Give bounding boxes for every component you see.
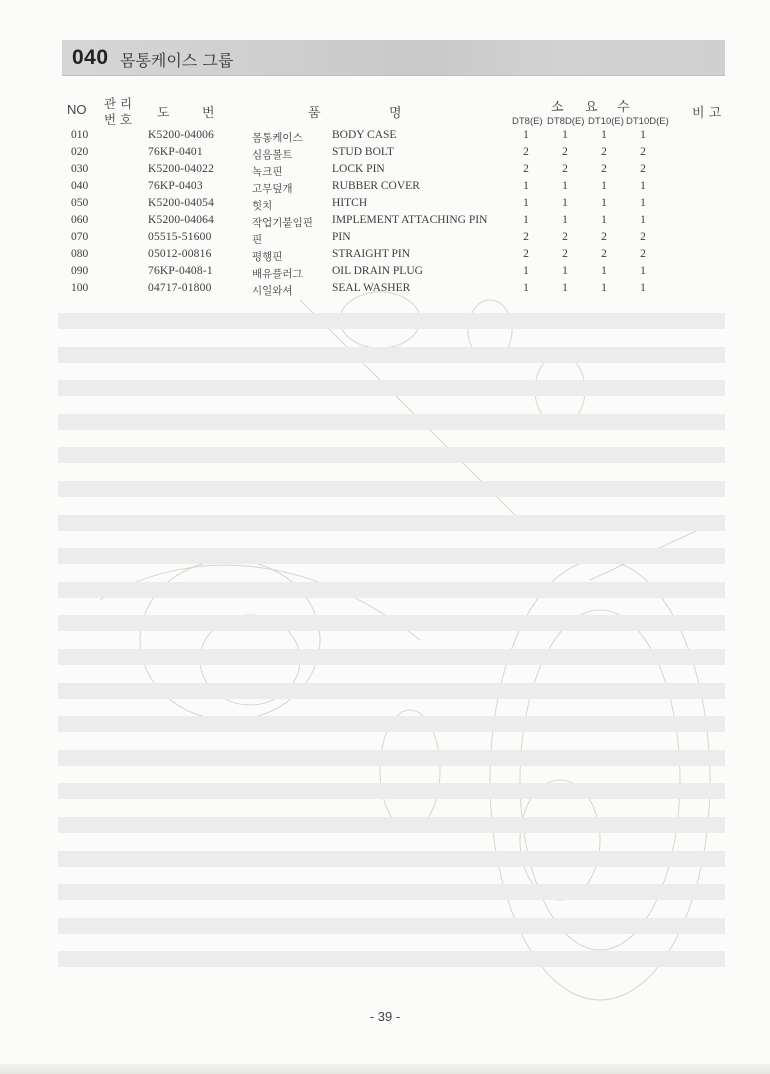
part-number: 76KP-0401 — [148, 146, 203, 158]
part-name-kr: 작업기붙임핀 — [252, 217, 313, 229]
row-stripe — [58, 649, 725, 665]
col-no: NO — [67, 102, 87, 117]
qty-dt8de: 1 — [562, 180, 568, 192]
qty-dt8de: 2 — [562, 163, 568, 175]
qty-dt8e: 1 — [523, 197, 529, 209]
row-stripe — [58, 783, 725, 799]
part-name-kr: 몸통케이스 — [252, 132, 303, 144]
qty-dt8e: 2 — [523, 146, 529, 158]
qty-dt10de: 2 — [640, 231, 646, 243]
qty-dt10e: 1 — [601, 180, 607, 192]
row-no: 020 — [71, 146, 89, 158]
table-row — [62, 230, 725, 247]
table-row — [62, 196, 725, 213]
section-header — [62, 40, 725, 76]
qty-dt10de: 2 — [640, 146, 646, 158]
row-stripe — [58, 515, 725, 531]
part-name-en: BODY CASE — [332, 129, 397, 141]
part-name-kr: 녹크핀 — [252, 166, 283, 178]
qty-dt10e: 1 — [601, 197, 607, 209]
qty-dt8e: 1 — [523, 180, 529, 192]
qty-dt8de: 2 — [562, 231, 568, 243]
qty-dt8de: 1 — [562, 265, 568, 277]
col-name-1: 품 — [308, 106, 321, 121]
part-number: 04717-01800 — [148, 282, 212, 294]
col-drawing-1: 도 — [157, 106, 170, 121]
row-no: 060 — [71, 214, 89, 226]
part-name-en: HITCH — [332, 197, 368, 209]
qty-dt8e: 1 — [523, 265, 529, 277]
row-no: 030 — [71, 163, 89, 175]
part-name-en: LOCK PIN — [332, 163, 385, 175]
row-no: 040 — [71, 180, 89, 192]
col-qty-2: 요 — [585, 100, 598, 115]
page-number: - 39 - — [369, 1009, 401, 1024]
row-no: 080 — [71, 248, 89, 260]
qty-dt10de: 2 — [640, 248, 646, 260]
qty-dt8de: 2 — [562, 248, 568, 260]
qty-dt10e: 1 — [601, 214, 607, 226]
row-stripe — [58, 447, 725, 463]
table-row — [62, 213, 725, 230]
row-stripe — [58, 380, 725, 396]
qty-dt8de: 1 — [562, 282, 568, 294]
qty-dt10de: 1 — [640, 282, 646, 294]
qty-dt8de: 1 — [562, 197, 568, 209]
model-dt10de: DT10D(E) — [626, 116, 669, 127]
row-stripe — [58, 884, 725, 900]
col-mgmt-line1: 관 리 — [104, 96, 133, 111]
qty-dt8de: 1 — [562, 214, 568, 226]
part-name-en: STRAIGHT PIN — [332, 248, 411, 260]
part-number: K5200-04006 — [148, 129, 215, 141]
qty-dt8e: 2 — [523, 248, 529, 260]
row-stripe — [58, 313, 725, 329]
row-stripe — [58, 951, 725, 967]
table-row — [62, 247, 725, 264]
part-number: 76KP-0408-1 — [148, 265, 213, 277]
qty-dt8de: 2 — [562, 146, 568, 158]
part-name-en: SEAL WASHER — [332, 282, 411, 294]
part-name-kr: 힛치 — [252, 200, 273, 212]
col-remark: 비 고 — [692, 106, 722, 121]
section-code: 040 — [72, 46, 109, 69]
part-name-kr: 고무덮개 — [252, 183, 293, 195]
model-dt8de: DT8D(E) — [547, 116, 585, 127]
row-no: 090 — [71, 265, 89, 277]
qty-dt10e: 2 — [601, 146, 607, 158]
part-name-en: STUD BOLT — [332, 146, 394, 158]
row-no: 010 — [71, 129, 89, 141]
part-number: K5200-04054 — [148, 197, 215, 209]
part-name-kr: 평행핀 — [252, 251, 283, 263]
row-stripe — [58, 347, 725, 363]
page-edge — [0, 1064, 770, 1074]
qty-dt10de: 1 — [640, 129, 646, 141]
part-name-kr: 시일와셔 — [252, 285, 293, 297]
qty-dt10de: 2 — [640, 163, 646, 175]
row-stripe — [58, 414, 725, 430]
qty-dt8de: 1 — [562, 129, 568, 141]
model-dt8e: DT8(E) — [512, 116, 543, 127]
col-drawing-2: 번 — [202, 106, 215, 121]
table-row — [62, 281, 725, 298]
part-number: 76KP-0403 — [148, 180, 203, 192]
table-row — [62, 179, 725, 196]
col-qty-3: 수 — [617, 100, 630, 115]
qty-dt8e: 2 — [523, 231, 529, 243]
qty-dt10e: 2 — [601, 231, 607, 243]
col-qty-1: 소 — [551, 100, 564, 115]
table-row — [62, 162, 725, 179]
qty-dt10e: 1 — [601, 265, 607, 277]
row-stripe — [58, 548, 725, 564]
col-mgmt-line2: 번 호 — [104, 112, 133, 127]
row-stripe — [58, 750, 725, 766]
table-row — [62, 128, 725, 145]
col-name-2: 명 — [389, 106, 402, 121]
qty-dt10de: 1 — [640, 214, 646, 226]
section-title: 몸통케이스 그룹 — [120, 51, 234, 70]
qty-dt8e: 2 — [523, 163, 529, 175]
part-name-kr: 배유플러그 — [252, 268, 303, 280]
part-number: K5200-04064 — [148, 214, 215, 226]
row-stripe — [58, 851, 725, 867]
qty-dt10e: 1 — [601, 282, 607, 294]
row-stripe — [58, 817, 725, 833]
part-number: 05012-00816 — [148, 248, 212, 260]
qty-dt8e: 1 — [523, 214, 529, 226]
qty-dt8e: 1 — [523, 129, 529, 141]
row-stripe — [58, 918, 725, 934]
row-stripe — [58, 716, 725, 732]
part-name-en: IMPLEMENT ATTACHING PIN — [332, 214, 488, 226]
part-name-kr: 심음볼트 — [252, 149, 293, 161]
row-stripe — [58, 582, 725, 598]
row-no: 050 — [71, 197, 89, 209]
qty-dt10e: 2 — [601, 163, 607, 175]
row-no: 070 — [71, 231, 89, 243]
part-number: 05515-51600 — [148, 231, 212, 243]
row-no: 100 — [71, 282, 89, 294]
table-row — [62, 264, 725, 281]
part-name-en: RUBBER COVER — [332, 180, 420, 192]
row-stripe — [58, 481, 725, 497]
qty-dt10e: 2 — [601, 248, 607, 260]
qty-dt10de: 1 — [640, 180, 646, 192]
part-name-kr: 핀 — [252, 234, 263, 246]
qty-dt10e: 1 — [601, 129, 607, 141]
row-stripe — [58, 615, 725, 631]
qty-dt10de: 1 — [640, 265, 646, 277]
part-name-en: OIL DRAIN PLUG — [332, 265, 423, 277]
qty-dt10de: 1 — [640, 197, 646, 209]
qty-dt8e: 1 — [523, 282, 529, 294]
table-row — [62, 145, 725, 162]
model-dt10e: DT10(E) — [588, 116, 624, 127]
part-number: K5200-04022 — [148, 163, 215, 175]
part-name-en: PIN — [332, 231, 351, 243]
row-stripe — [58, 683, 725, 699]
